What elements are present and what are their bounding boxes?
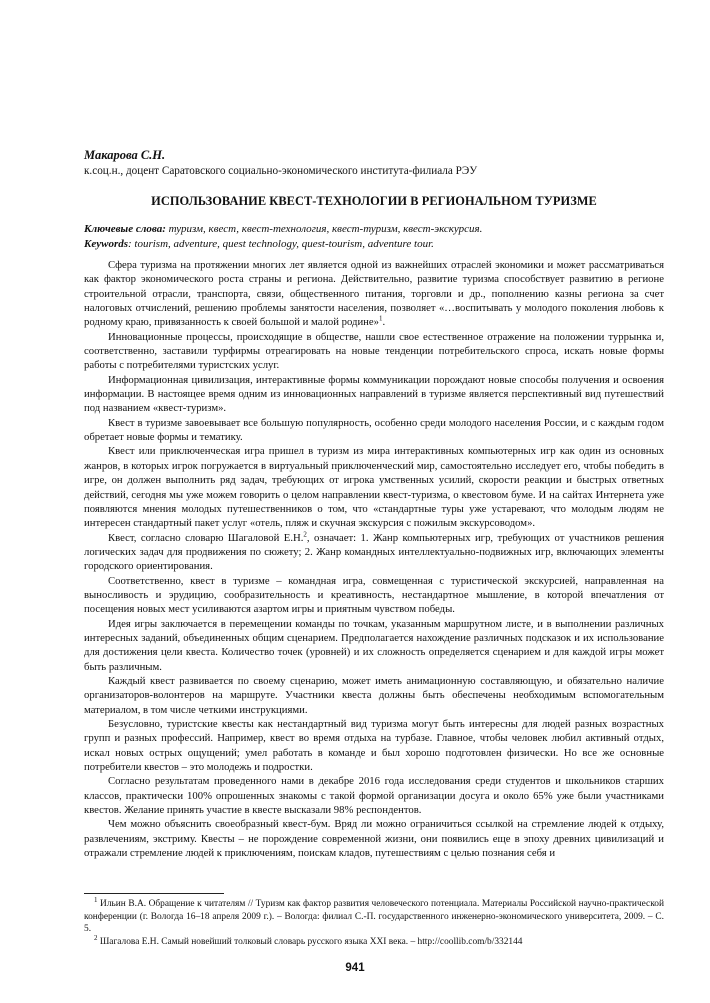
- paragraph: Идея игры заключается в перемещении команды по точкам, указанным маршрутном листе, и в выполнении различных интересных заданий, объединенных общим сценарием. Предполагается нахождение различных подсказок и их использование для достижения цели квеста. Количество точек (уровней) и их сложность определяется сценарием и для каждой игры может быть различным.: [84, 617, 664, 673]
- footnote: $^2$ Шагалова Е.Н. Самый новейший толковый словарь русского языка XXI века. – http://coollib.com/b/332144: [94, 933, 523, 947]
- footnote-ref: 2: [303, 529, 307, 538]
- paragraph: Согласно результатам проведенного нами в декабре 2016 года исследования среди студентов и школьников старших классов, практически 100% опрошенных знакомы с такой формой организации досуга и около 65% уже были участниками квестов. Желание принять участие в квесте высказали 98% респондентов.: [84, 775, 664, 817]
- author-affiliation: к.соц.н., доцент Саратовского социально-экономического института-филиала РЭУ: [84, 165, 478, 177]
- paragraph: Безусловно, туристские квесты как нестандартный вид туризма могут быть интересны для людей разных возрастных групп и разных профессий. Например, квест во время отдыха на турбазе. Главное, чтобы человек любил активный отдых, искал новых острых ощущений; умел работать в команде и был хорошо подготовлен физически. Но все же основные потребители квестов – это молодежь и подростки.: [84, 718, 664, 774]
- paragraph: Квест или приключенческая игра пришел в туризм из мира интерактивных компьютерных игр как один из основных жанров, в которых игрок погружается в виртуальный приключенческий мир, самостоятельно исследует его, чтобы победить в игре, он должен выполнить ряд задач, требующих от игрока умственных усилий, скорости реакции и быстрых ответных действий, сегодня мы уже можем говорить о целом направлении квест-туризма, о квестовом буме. И на сайтах Интернета уже появляются мнения молодых путешественников о том, что «стандартные туры уже устаревают, что молодым людям не интересен стандартный пакет услуг «отель, пляж и скучная экскурсия с пожилым экскурсоводом».: [84, 445, 664, 530]
- paragraph: Сфера туризма на протяжении многих лет является одной из важнейших отраслей экономики и может рассматриваться как фактор экономического роста страны и региона. Действительно, развитие туризма способствует развитию в регионе строительной отрасли, транспорта, связи, общественного питания, торговли и др., пополнению казны региона за счет налоговых отчислений, решению проблемы занятости населения, позволяет «…воспитывать у молодого поколения любовь к родному краю, привязанность к своей большой и малой родине»$^1$.: [84, 259, 664, 329]
- keywords-en: [84, 238, 434, 250]
- paragraph: Соответственно, квест в туризме – командная игра, совмещенная с туристической экскурсией, направленная на выносливость и эрудицию, сообразительность и креативность, нестандартное мышление, в которой впечатления от посещения новых мест усиливаются азартом игры и приятным чувством победы.: [84, 574, 664, 616]
- paragraph: Информационная цивилизация, интерактивные формы коммуникации порождают новые способы получения и освоения информации. В настоящее время одним из инновационных направлений в туризме является перспективный вид путешествий под названием «квест-туризм».: [84, 373, 664, 415]
- footnote-mark: 2: [94, 933, 98, 942]
- author-name: Макарова С.Н.: [84, 148, 166, 162]
- page-number: 941: [345, 962, 365, 974]
- footnote-mark: 1: [94, 895, 98, 904]
- paragraph: Инновационные процессы, происходящие в обществе, нашли свое естественное отражение на положении туррынка и, соответственно, заставили турфирмы отреагировать на новые тенденции потребительского спроса, искать новые формы работы с потребителями туристских услуг.: [84, 330, 664, 372]
- keywords-en-text: : tourism, adventure, quest technology, quest-tourism, adventure tour.: [128, 238, 434, 250]
- keywords-ru: [84, 223, 482, 235]
- paragraph: Каждый квест развивается по своему сценарию, может иметь анимационную составляющую, и обязательно наличие организаторов-волонтеров на маршруте. Участники квеста должны быть обеспечены необходимым вспомогательным материалом, в том числе четкими инструкциями.: [84, 674, 664, 716]
- footnote-ref: 1: [378, 314, 383, 323]
- footnotes: [84, 895, 664, 948]
- footnote-separator: [84, 893, 224, 894]
- keywords-ru-text: туризм, квест, квест-технология, квест-туризм, квест-экскурсия.: [165, 223, 483, 235]
- paragraph: Чем можно объяснить своеобразный квест-бум. Вряд ли можно ограничиться ссылкой на стремление людей к отдыху, развлечениям, экстриму. Квесты – не порождение современной жизни, они появились еще в эпоху древних цивилизаций и отражали стремление людей к приключениям, поискам кладов, путешествиям с целью познания себя и: [84, 818, 664, 860]
- paragraph: Квест в туризме завоевывает все большую популярность, особенно среди молодого населения России, и с каждым годом обретает новые формы и тематику.: [84, 416, 664, 444]
- keywords-en-label: Keywords: [84, 238, 128, 250]
- footnote: $^1$ Ильин В.А. Обращение к читателям // Туризм как фактор развития человеческого потенциала. Материалы Российской научно-практической конференции (г. Вологда 16–18 апреля 2009 г.). – Вологда: филиал С.-П. государственного инженерно-экономического университета, 2009. – С. 5.: [84, 895, 664, 935]
- article-body: [84, 258, 664, 860]
- article-title: ИСПОЛЬЗОВАНИЕ КВЕСТ-ТЕХНОЛОГИИ В РЕГИОНАЛЬНОМ ТУРИЗМЕ: [151, 194, 597, 208]
- keywords-ru-label: Ключевые слова:: [84, 223, 166, 235]
- paragraph: Квест, согласно словарю Шагаловой Е.Н.$^2$, означает: 1. Жанр компьютерных игр, требующих от участников решения логических задач для продвижения по сюжету; 2. Жанр командных интеллектуально-подвижных игр, включающих элементы городского ориентирования.: [84, 529, 664, 573]
